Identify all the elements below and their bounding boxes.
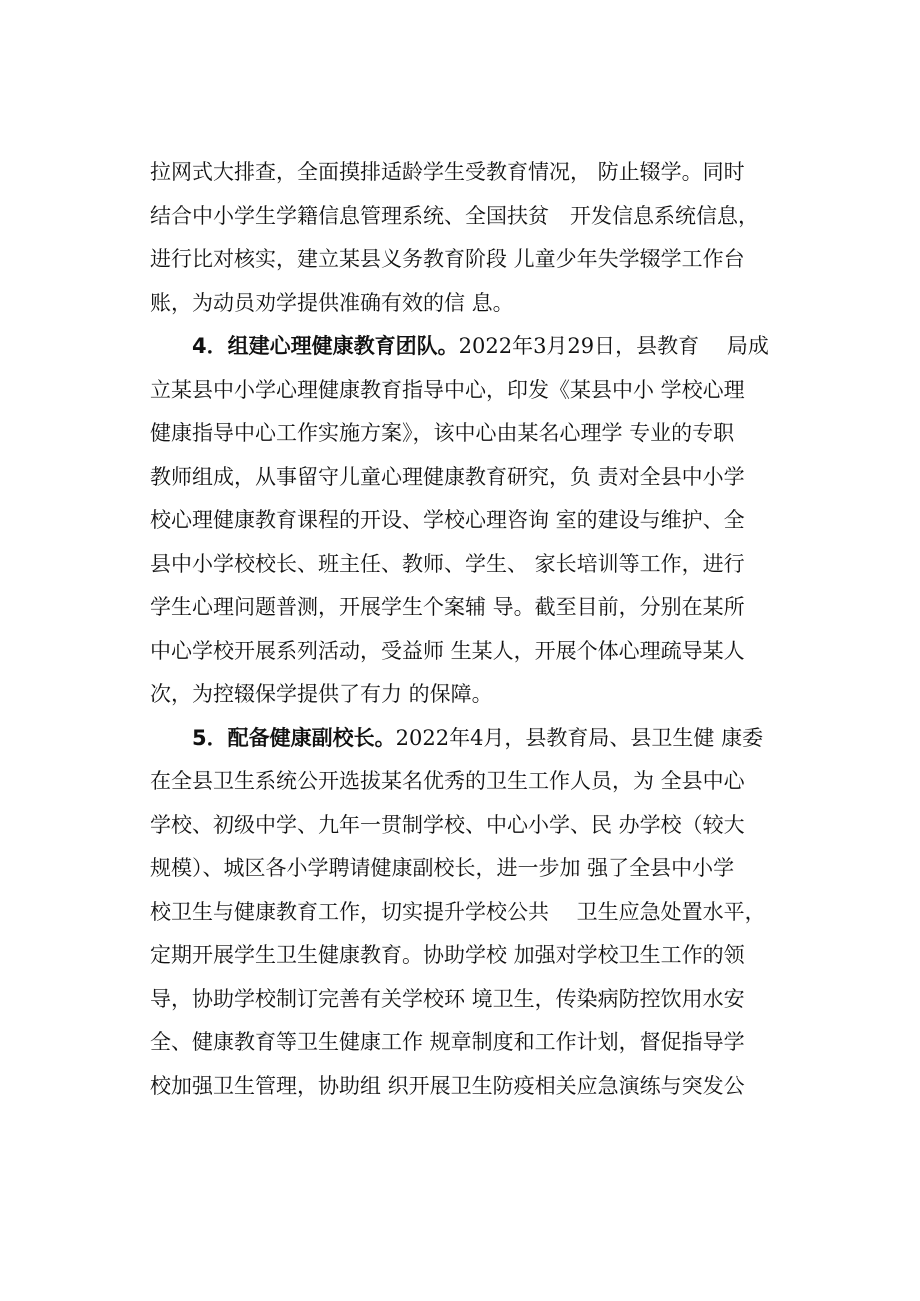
body-text-line: 学生心理问题普测，开展学生个案辅 导。截至目前，分别在某所 bbox=[150, 595, 745, 619]
body-text-line: 学校、初级中学、九年一贯制学校、中心小学、民 办学校（较大 bbox=[150, 812, 745, 837]
body-text-line: 健康指导中心工作实施方案》，该中心由某名心理学 专业的专职 bbox=[150, 421, 735, 445]
body-text-line: 全、健康教育等卫生健康工作 规章制度和工作计划，督促指导学 bbox=[150, 1030, 745, 1054]
body-text-line: 中心学校开展系列活动，受益师 生某人，开展个体心理疏导某人 bbox=[150, 638, 745, 663]
body-text-line: 定期开展学生卫生健康教育。协助学校 加强对学校卫生工作的领 bbox=[150, 943, 745, 967]
body-text-line: 校卫生与健康教育工作，切实提升学校公共 卫生应急处置水平， bbox=[150, 899, 766, 924]
body-text-line: 次，为控辍保学提供了有力 的保障。 bbox=[150, 682, 493, 706]
body-text-line: 结合中小学生学籍信息管理系统、全国扶贫 开发信息系统信息， bbox=[150, 203, 759, 228]
body-text-line: 拉网式大排查，全面摸排适龄学生受教育情况， 防止辍学。同时 bbox=[150, 160, 745, 184]
body-text-line: 导，协助学校制订完善有关学校环 境卫生，传染病防控饮用水安 bbox=[150, 986, 745, 1011]
body-text-line: 校心理健康教育课程的开设、学校心理咨询 室的建设与维护、全 bbox=[150, 508, 745, 532]
section-5-heading: 5．配备健康副校长。 bbox=[192, 725, 396, 750]
body-text-line: 进行比对核实，建立某县义务教育阶段 儿童少年失学辍学工作台 bbox=[150, 247, 745, 271]
body-text-line: 校加强卫生管理，协助组 织开展卫生防疫相关应急演练与突发公 bbox=[150, 1073, 745, 1098]
body-text-line: 在全县卫生系统公开选拔某名优秀的卫生工作人员，为 全县中心 bbox=[150, 769, 745, 793]
body-text-line: 规模）、城区各小学聘请健康副校长，进一步加 强了全县中小学 bbox=[150, 856, 735, 880]
section-5-first-line-text: 2022年4月，县教育局、县卫生健 康委 bbox=[395, 725, 764, 750]
body-text-line: 账，为动员劝学提供准确有效的信 息。 bbox=[150, 290, 514, 315]
body-text-line: 立某县中小学心理健康教育指导中心，印发《某县中小 学校心理 bbox=[150, 377, 745, 402]
body-text-line: 教师组成，从事留守儿童心理健康教育研究，负 责对全县中小学 bbox=[150, 464, 745, 489]
document-body bbox=[150, 151, 810, 1108]
section-4-heading: 4．组建心理健康教育团队。 bbox=[192, 334, 459, 358]
section-4-first-line-text: 2022年3月29日，县教育 局成 bbox=[458, 334, 769, 358]
section-5-first-line bbox=[150, 717, 810, 761]
body-text-line: 县中小学校校长、班主任、教师、学生、 家长培训等工作，进行 bbox=[150, 551, 745, 576]
section-4-first-line bbox=[150, 325, 810, 369]
